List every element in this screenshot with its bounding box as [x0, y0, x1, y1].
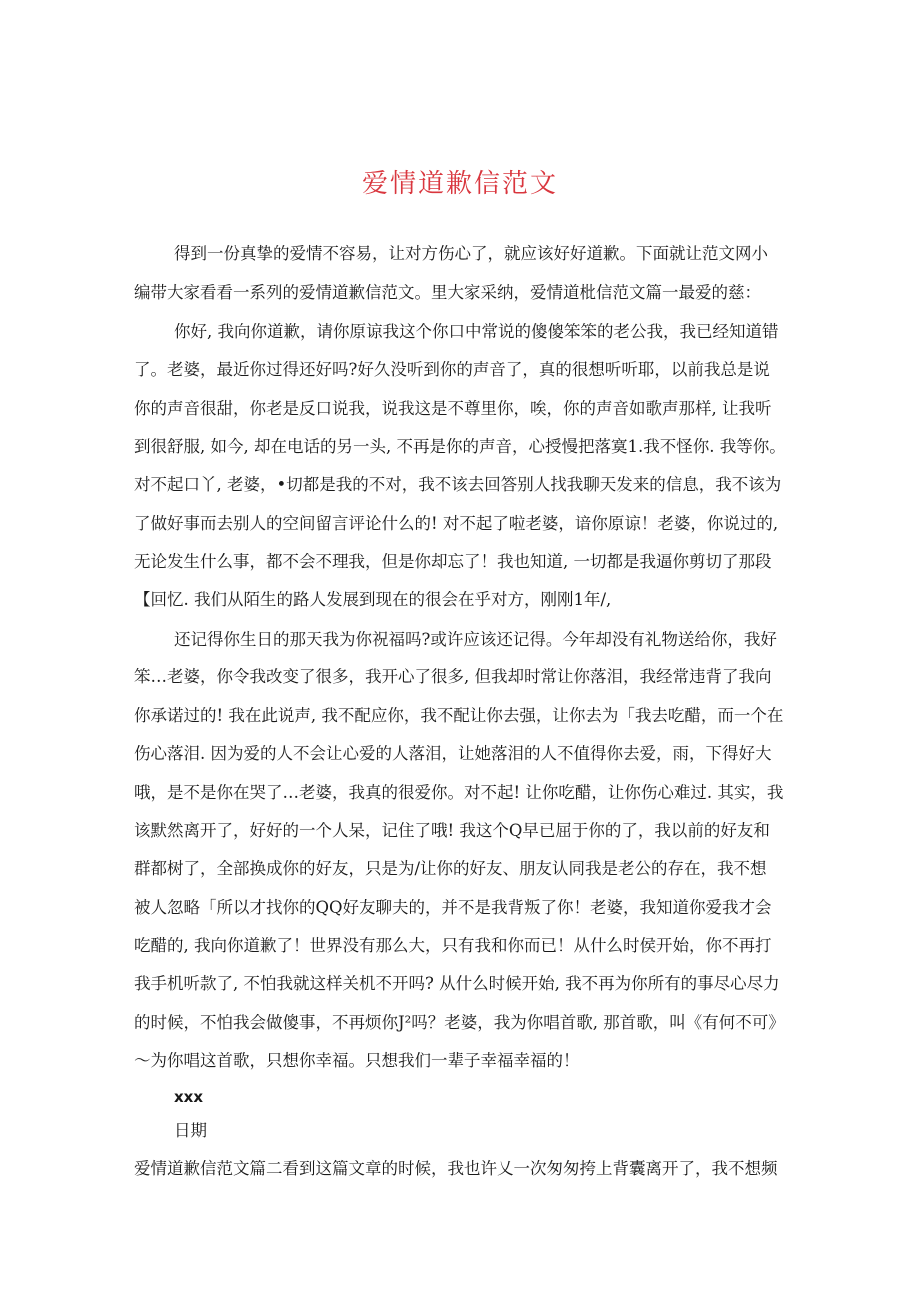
body-line: 到很舒服, 如今, 却在电话的另一头, 不再是你的声音，心授慢把落寞1.我不怪你. 我等你。: [134, 437, 786, 456]
body-line: 你的声音很甜，你老是反口说我，说我这是不尊里你，唉，你的声音如歌声那样, 让我听: [134, 399, 772, 418]
body-line: 得到一份真挚的爱情不容易，让对方伤心了，就应该好好道歉。下面就让范文网小: [174, 244, 768, 263]
body-line: 我手机听款了, 不怕我就这样关机不开吗? 从什么时候开始, 我不再为你所有的事尽心尽力: [134, 974, 780, 993]
body-line: 编带大家看看一系列的爱情道歉信范文。里大家采纳，爱情道枇信范文篇一最爱的慈：: [134, 283, 761, 302]
body-line: 还记得你生日的那天我为你祝福吗?或许应该还记得。今年却没有礼物送给你，我好: [174, 630, 777, 649]
body-line: 了。老婆，最近你过得还好吗?好久没听到你的声音了，真的很想听听耶，以前我总是说: [134, 360, 770, 379]
signature: xxx: [174, 1088, 204, 1106]
body-line: 笨…老婆，你令我改变了很多，我开心了很多, 但我却时常让你落泪，我经常违背了我向: [134, 667, 772, 686]
body-line: 群都树了，全部换成你的好友，只是为/让你的好友、朋友认同我是老公的存在，我不想: [134, 859, 767, 878]
body-line: 你承诺过的! 我在此说声, 我不配应你，我不配让你去强，让你去为「我去吃醋，而一个在: [134, 706, 784, 725]
body-line: 爱情道歉信范文篇二看到这篇文章的时候，我也许乂一次匆匆挎上背囊离开了，我不想频: [134, 1159, 778, 1178]
body-line: 了做好事而去别人的空间留言评论什么的! 对不起了啦老婆，谙你原谅！老婆，你说过的,: [134, 514, 779, 533]
date-label: 日期: [174, 1121, 207, 1140]
body-line: 哦，是不是你在哭了…老婆，我真的很爱你。对不起! 让你吃醋，让你伤心难过. 其实，我: [134, 783, 784, 802]
body-line: 【回忆. 我们从陌生的路人发展到现在的很会在乎对方，刚刚1年/,: [134, 590, 612, 609]
body-line: 被人忽略「所以才找你的QQ好友聊夫的，并不是我背叛了你！老婆，我知道你爱我才会: [134, 898, 772, 917]
body-line: 你好, 我向你道歉，请你原谅我这个你口中常说的傻傻笨笨的老公我，我已经知道错: [174, 322, 779, 341]
body-line: 对不起口丫, 老婆，•切都是我的不对，我不该去回答别人找我聊天发来的信息，我不该为: [134, 475, 782, 494]
document-title: 爱情道歉信范文: [361, 169, 558, 199]
body-line: 该默然离开了，好好的一个人呆，记住了哦! 我这个Q早已屈于你的了，我以前的好友和: [134, 821, 770, 840]
body-line: 的时候，不怕我会做傻事，不再烦你J²吗？老婆，我为你唱首歌, 那首歌，叫《有何不可》: [134, 1013, 785, 1032]
body-line: ～为你唱这首歌，只想你幸福。只想我们一辈子幸福幸福的！: [134, 1051, 580, 1070]
body-line: 吃醋的, 我向你道歉了！世界没有那么大，只有我和你而已！从什么时侯开始，你不再打: [134, 936, 772, 955]
body-line: 伤心落泪. 因为爱的人不会让心爱的人落泪，让她落泪的人不值得你去爱，雨，下得好大: [134, 744, 772, 763]
body-line: 无论发生什么事，都不会不理我，但是你却忘了！我也知道, 一切都是我逼你剪切了那段: [134, 552, 772, 571]
